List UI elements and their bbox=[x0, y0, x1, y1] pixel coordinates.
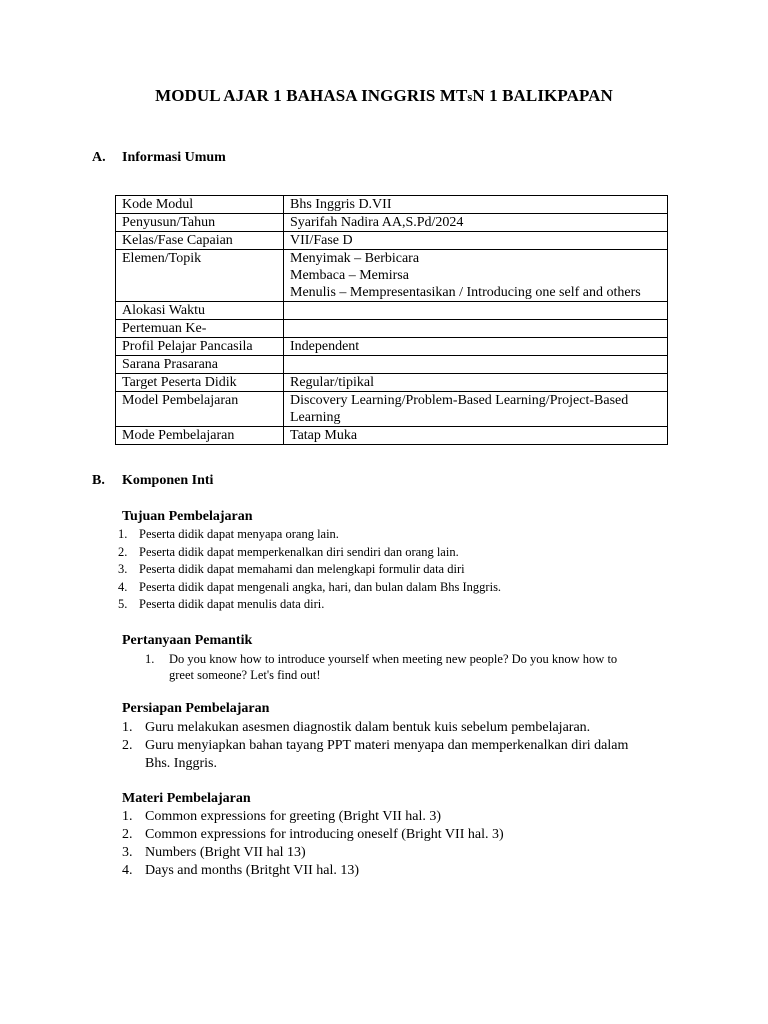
info-row bbox=[116, 338, 668, 356]
list-text: Numbers (Bright VII hal 13) bbox=[145, 845, 306, 860]
list-text: Guru melakukan asesmen diagnostik dalam bentuk kuis sebelum pembelajaran. bbox=[145, 720, 591, 735]
info-value-line: VII/Fase D bbox=[290, 233, 353, 248]
tujuan-list bbox=[118, 526, 501, 614]
info-row bbox=[116, 320, 668, 338]
info-key: Profil Pelajar Pancasila bbox=[116, 338, 284, 356]
info-value bbox=[284, 392, 668, 427]
section-a-heading bbox=[92, 150, 226, 166]
info-row bbox=[116, 374, 668, 392]
info-row bbox=[116, 427, 668, 445]
list-number: 3. bbox=[122, 845, 133, 860]
list-number: 1. bbox=[122, 809, 133, 824]
list-number: 3. bbox=[118, 562, 128, 577]
list-text: Peserta didik dapat menulis data diri. bbox=[139, 597, 325, 612]
info-row bbox=[116, 196, 668, 214]
tujuan-heading: Tujuan Pembelajaran bbox=[122, 509, 253, 524]
list-text: Peserta didik dapat mengenali angka, hari, dan bulan dalam Bhs Inggris. bbox=[139, 579, 502, 594]
info-key: Mode Pembelajaran bbox=[116, 427, 284, 445]
list-text: Peserta didik dapat memahami dan melengkapi formulir data diri bbox=[139, 562, 465, 577]
list-text: Days and months (Britght VII hal. 13) bbox=[145, 863, 359, 878]
list-number: 2. bbox=[118, 544, 128, 559]
info-value bbox=[284, 196, 668, 214]
info-row bbox=[116, 302, 668, 320]
info-key: Pertemuan Ke- bbox=[116, 320, 284, 338]
list-item bbox=[145, 651, 645, 683]
info-key: Model Pembelajaran bbox=[116, 392, 284, 427]
list-number: 1. bbox=[145, 652, 155, 666]
info-value bbox=[284, 232, 668, 250]
info-value-line bbox=[290, 320, 661, 337]
list-text: Common expressions for greeting (Bright VII hal. 3) bbox=[145, 809, 442, 824]
list-item bbox=[118, 596, 501, 614]
info-value-line: Syarifah Nadira AA,S.Pd/2024 bbox=[290, 215, 464, 230]
list-number: 4. bbox=[122, 863, 133, 878]
info-row bbox=[116, 250, 668, 302]
list-item bbox=[122, 862, 504, 880]
info-key: Kode Modul bbox=[116, 196, 284, 214]
info-key: Alokasi Waktu bbox=[116, 302, 284, 320]
info-value-line: Tatap Muka bbox=[290, 428, 358, 443]
list-text: Peserta didik dapat memperkenalkan diri sendiri dan orang lain. bbox=[139, 544, 459, 559]
info-table bbox=[115, 195, 668, 445]
info-value-line: Menulis – Mempresentasikan / Introducing one self and others bbox=[290, 285, 641, 300]
info-value bbox=[284, 374, 668, 392]
list-item bbox=[122, 808, 504, 826]
list-number: 4. bbox=[118, 579, 128, 594]
info-row bbox=[116, 232, 668, 250]
section-b-label: Komponen Inti bbox=[122, 473, 214, 488]
section-a-label: Informasi Umum bbox=[122, 150, 226, 165]
list-text: Do you know how to introduce yourself when meeting new people? Do you know how to greet someone? Let's find out! bbox=[169, 652, 618, 682]
info-value bbox=[284, 338, 668, 356]
list-item bbox=[118, 561, 501, 579]
info-value-line: Membaca – Memirsa bbox=[290, 268, 409, 283]
info-row bbox=[116, 356, 668, 374]
info-value-line bbox=[290, 302, 661, 319]
list-item bbox=[122, 719, 652, 737]
materi-list bbox=[122, 808, 504, 880]
info-value bbox=[284, 302, 668, 320]
materi-heading: Materi Pembelajaran bbox=[122, 791, 251, 806]
section-b-letter: B. bbox=[92, 473, 105, 488]
info-value bbox=[284, 214, 668, 232]
list-item bbox=[122, 826, 504, 844]
info-row bbox=[116, 392, 668, 427]
document-title: MODUL AJAR 1 BAHASA INGGRIS MTsN 1 BALIKPAPAN bbox=[155, 86, 613, 105]
info-value-line bbox=[290, 356, 661, 373]
list-number: 2. bbox=[122, 738, 133, 753]
list-text: Guru menyiapkan bahan tayang PPT materi menyapa dan memperkenalkan diri dalam Bhs. Inggris. bbox=[145, 738, 629, 771]
info-key: Penyusun/Tahun bbox=[116, 214, 284, 232]
list-number: 1. bbox=[118, 527, 128, 541]
info-value bbox=[284, 250, 668, 302]
info-value-line: Regular/tipikal bbox=[290, 375, 374, 390]
info-key: Target Peserta Didik bbox=[116, 374, 284, 392]
list-text: Peserta didik dapat menyapa orang lain. bbox=[139, 527, 339, 541]
section-a-letter: A. bbox=[92, 150, 106, 165]
pemantik-list bbox=[145, 651, 645, 683]
persiapan-heading: Persiapan Pembelajaran bbox=[122, 701, 270, 716]
info-row bbox=[116, 214, 668, 232]
list-item bbox=[122, 737, 652, 773]
list-number: 1. bbox=[122, 720, 133, 735]
info-key: Sarana Prasarana bbox=[116, 356, 284, 374]
list-item bbox=[118, 544, 501, 562]
list-number: 5. bbox=[118, 597, 128, 612]
info-value-line: Bhs Inggris D.VII bbox=[290, 197, 392, 212]
info-value bbox=[284, 320, 668, 338]
info-value-line: Discovery Learning/Problem-Based Learning/Project-Based Learning bbox=[290, 393, 629, 425]
info-value bbox=[284, 427, 668, 445]
list-item bbox=[118, 526, 501, 544]
list-item bbox=[118, 579, 501, 597]
list-number: 2. bbox=[122, 827, 133, 842]
info-value-line: Menyimak – Berbicara bbox=[290, 251, 420, 266]
info-key: Elemen/Topik bbox=[116, 250, 284, 302]
section-b-heading bbox=[92, 473, 213, 489]
info-value-line: Independent bbox=[290, 339, 360, 354]
list-text: Common expressions for introducing oneself (Bright VII hal. 3) bbox=[145, 827, 504, 842]
info-key: Kelas/Fase Capaian bbox=[116, 232, 284, 250]
list-item bbox=[122, 844, 504, 862]
pemantik-heading: Pertanyaan Pemantik bbox=[122, 633, 253, 648]
info-value bbox=[284, 356, 668, 374]
persiapan-list bbox=[122, 719, 652, 773]
